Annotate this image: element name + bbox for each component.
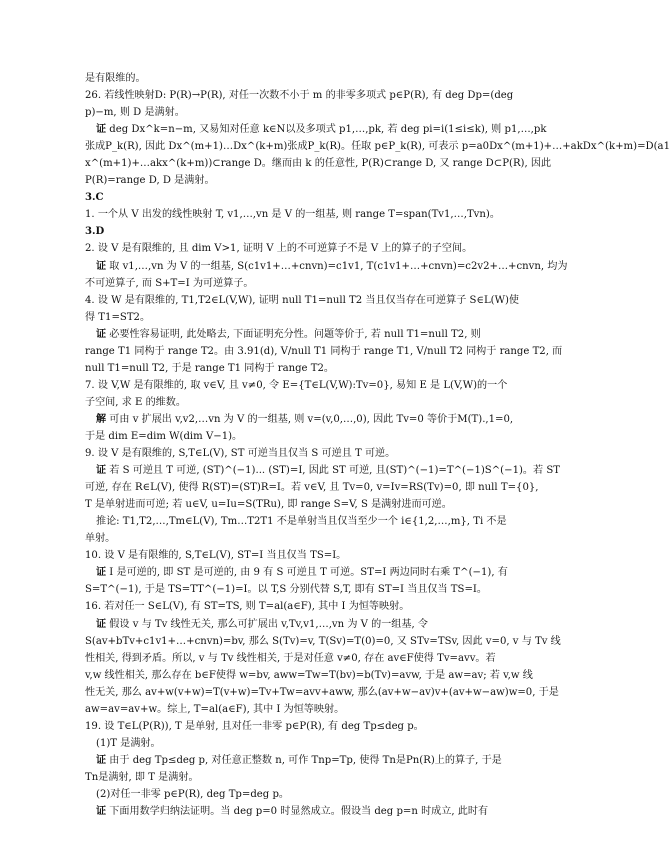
line-text: 16. 若对任一 S∈L(V), 有 ST=TS, 则 T=al(a∈F), 其中 I 为恒等映射。 <box>85 601 410 613</box>
line-text: 3.D <box>85 226 105 238</box>
text-line <box>85 581 526 598</box>
line-text: 性无关, 那么 av+w(v+w)=T(v+w)=Tv+Tw=avv+aww, 那么(av+w−av)v+(av+w−aw)w=0, 于是 <box>85 686 559 698</box>
proof-keyword: 证 <box>96 754 107 766</box>
proof-keyword: 证 <box>96 465 107 477</box>
text-line <box>85 377 526 394</box>
line-text: aw=av=av+w。综上, T=al(a∈F), 其中 I 为恒等映射。 <box>85 703 345 715</box>
line-text: 取 v1,…,vn 为 V 的一组基, S(c1v1+…+cnvn)=c1v1, T(c1v1+…+cnvn)=c2v2+…+cnvn, 均为 <box>106 260 568 272</box>
line-text: 3.C <box>85 192 104 204</box>
text-line <box>85 462 560 479</box>
line-text: 是有限维的。 <box>85 73 146 84</box>
line-text: 必要性容易证明, 此处略去, 下面证明充分性。问题等价于, 若 null T1=null T2, 则 <box>106 328 481 340</box>
text-line <box>85 104 526 121</box>
text-line <box>85 769 526 786</box>
line-text: 得 T1=ST2。 <box>85 311 151 323</box>
proof-keyword: 解 <box>96 413 107 425</box>
line-text: 假设 v 与 Tv 线性无关, 那么可扩展出 v,Tv,v1,…,vn 为 V 的一组基, 令 <box>106 618 429 630</box>
text-line <box>85 530 526 547</box>
line-text: 可由 v 扩展出 v,v2,…vn 为 V 的一组基, 则 v=(v,0,…,0), 因此 Tv=0 等价于M(T).,1=0, <box>106 413 514 425</box>
line-text: P(R)=range D, D 是满射。 <box>85 175 215 187</box>
text-line <box>85 343 563 360</box>
line-text: 7. 设 V,W 是有限维的, 取 v∈V, 且 v≠0, 令 E={T∈L(V,W):Tv=0}, 易知 E 是 L(V,W)的一个 <box>85 379 508 391</box>
line-text: T 是单射进而可逆; 若 u∈V, u=Iu=S(TRu), 即 range S=V, S 是满射进而可逆。 <box>85 499 452 511</box>
text-line <box>85 70 526 87</box>
line-text: 于是 dim E=dim W(dim V−1)。 <box>85 430 243 442</box>
text-line <box>85 616 526 633</box>
text-line <box>85 258 568 275</box>
text-line <box>85 138 670 155</box>
text-line <box>85 786 526 803</box>
line-text: I 是可逆的, 即 ST 是可逆的, 由 9 有 S 可逆且 T 可逆。ST=I 两边同时右乘 T^(−1), 有 <box>106 567 508 579</box>
text-line <box>85 411 526 428</box>
line-text: 可逆, 存在 R∈L(V), 使得 R(ST)=(ST)R=I。若 v∈V, 且 Tv=0, v=Iv=RS(Tv)=0, 即 null T={0}, <box>85 482 539 494</box>
text-line <box>85 206 526 223</box>
text-line <box>85 496 526 513</box>
text-line <box>85 394 526 411</box>
text-line <box>85 275 526 292</box>
line-text: 推论: T1,T2,…,Tm∈L(V), Tm…T2T1 不是单射当且仅当至少一个 i∈{1,2,…,m}, Ti 不是 <box>96 516 507 528</box>
text-line <box>85 803 526 820</box>
text-line <box>85 650 526 667</box>
text-line <box>85 718 526 735</box>
text-line <box>85 309 526 326</box>
line-text: deg Dx^k=n−m, 又易知对任意 k∈N以及多项式 p1,…,pk, 若 deg pi=i(1≤i≤k), 则 p1,…,pk <box>106 124 547 136</box>
line-text: 4. 设 W 是有限维的, T1,T2∈L(V,W), 证明 null T1=null T2 当且仅当存在可逆算子 S∈L(W)使 <box>85 294 519 306</box>
text-line <box>85 735 526 752</box>
line-text: 2. 设 V 是有限维的, 且 dim V>1, 证明 V 上的不可逆算子不是 V 上的算子的子空间。 <box>85 243 473 255</box>
line-text: 19. 设 T∈L(P(R)), T 是单射, 且对任一非零 p∈P(R), 有 deg Tp≤deg p。 <box>85 720 424 732</box>
line-text: 下面用数学归纳法证明。当 deg p=0 时显然成立。假设当 deg p=n 时成立, 此时有 <box>106 806 489 818</box>
line-text: null T1=null T2, 于是 range T1 同构于 range T2。 <box>85 362 334 374</box>
text-line <box>85 633 561 650</box>
text-line <box>85 87 526 104</box>
line-text: 9. 设 V 是有限维的, S,T∈L(V), ST 可逆当且仅当 S 可逆且 T 可逆。 <box>85 448 396 460</box>
line-text: 10. 设 V 是有限维的, S,T∈L(V), ST=I 当且仅当 TS=I。 <box>85 550 347 562</box>
line-text: v,w 线性相关, 那么存在 b∈F使得 w=bv, aww=Tw=T(bv)=b(Tv)=avw, 于是 aw=av; 若 v,w 线 <box>85 669 533 681</box>
line-text: 单射。 <box>85 533 116 545</box>
line-text: 子空间, 求 E 的维数。 <box>85 396 186 408</box>
line-text: x^(m+1)+…akx^(k+m))⊂range D。继而由 k 的任意性, P(R)⊂range D, 又 range D⊂P(R), 因此 <box>85 158 552 170</box>
text-line <box>85 684 559 701</box>
line-text: (2)对任一非零 p∈P(R), deg Tp=deg p。 <box>96 788 290 800</box>
line-text: 不可逆算子, 而 S+T=I 为可逆算子。 <box>85 277 254 289</box>
line-text: 张成P_k(R), 因此 Dx^(m+1)…Dx^(k+m)张成P_k(R)。任取 p∈P_k(R), 可表示 p=a0Dx^(m+1)+…+akDx^(k+m)=D(a1 <box>85 141 670 153</box>
proof-keyword: 证 <box>96 806 107 818</box>
text-line <box>85 428 526 445</box>
section-heading <box>85 189 526 206</box>
text-line <box>85 326 526 343</box>
line-text: range T1 同构于 range T2。由 3.91(d), V/null T1 同构于 range T1, V/null T2 同构于 range T2, 而 <box>85 345 563 357</box>
line-text: Tn是满射, 即 T 是满射。 <box>85 771 199 783</box>
proof-keyword: 证 <box>96 328 107 340</box>
text-line <box>85 513 526 530</box>
line-text: 26. 若线性映射D: P(R)→P(R), 对任一次数不小于 m 的非零多项式 p∈P(R), 有 deg Dp=(deg <box>85 90 514 102</box>
line-text: 由于 deg Tp≤deg p, 对任意正整数 n, 可作 Tnp=Tp, 使得 Tn是Pn(R)上的算子, 于是 <box>106 754 502 766</box>
line-text: 性相关, 得到矛盾。所以, v 与 Tv 线性相关, 于是对任意 v≠0, 存在 av∈F使得 Tv=avv。若 <box>85 652 496 664</box>
text-line <box>85 752 526 769</box>
text-line <box>85 240 526 257</box>
text-line <box>85 155 552 172</box>
section-heading <box>85 223 526 240</box>
line-text: 1. 一个从 V 出发的线性映射 T, v1,…,vn 是 V 的一组基, 则 range T=span(Tv1,…,Tvn)。 <box>85 209 500 221</box>
line-text: S=T^(−1), 于是 TS=TT^(−1)=I。以 T,S 分别代替 S,T, 即有 ST=I 当且仅当 TS=I。 <box>85 584 487 596</box>
text-line <box>85 292 526 309</box>
line-text: 若 S 可逆且 T 可逆, (ST)^(−1)... (ST)=I, 因此 ST 可逆, 且(ST)^(−1)=T^(−1)S^(−1)。若 ST <box>106 465 560 477</box>
text-line <box>85 667 533 684</box>
proof-keyword: 证 <box>96 260 107 272</box>
proof-keyword: 证 <box>96 124 107 136</box>
text-line <box>85 547 526 564</box>
text-line <box>85 598 526 615</box>
text-line <box>85 701 526 718</box>
text-line <box>85 564 526 581</box>
line-text: S(av+bTv+c1v1+…+cnvn)=bv, 那么 S(Tv)=v, T(Sv)=T(0)=0, 又 STv=TSv, 因此 v=0, v 与 Tv 线 <box>85 635 561 647</box>
text-line <box>85 360 526 377</box>
line-text: (1)T 是满射。 <box>96 737 161 749</box>
text-line <box>85 479 539 496</box>
text-line <box>85 445 526 462</box>
text-line <box>85 172 526 189</box>
line-text: p)−m, 则 D 是满射。 <box>85 107 185 119</box>
text-line <box>85 121 547 138</box>
proof-keyword: 证 <box>96 618 107 630</box>
proof-keyword: 证 <box>96 567 107 579</box>
